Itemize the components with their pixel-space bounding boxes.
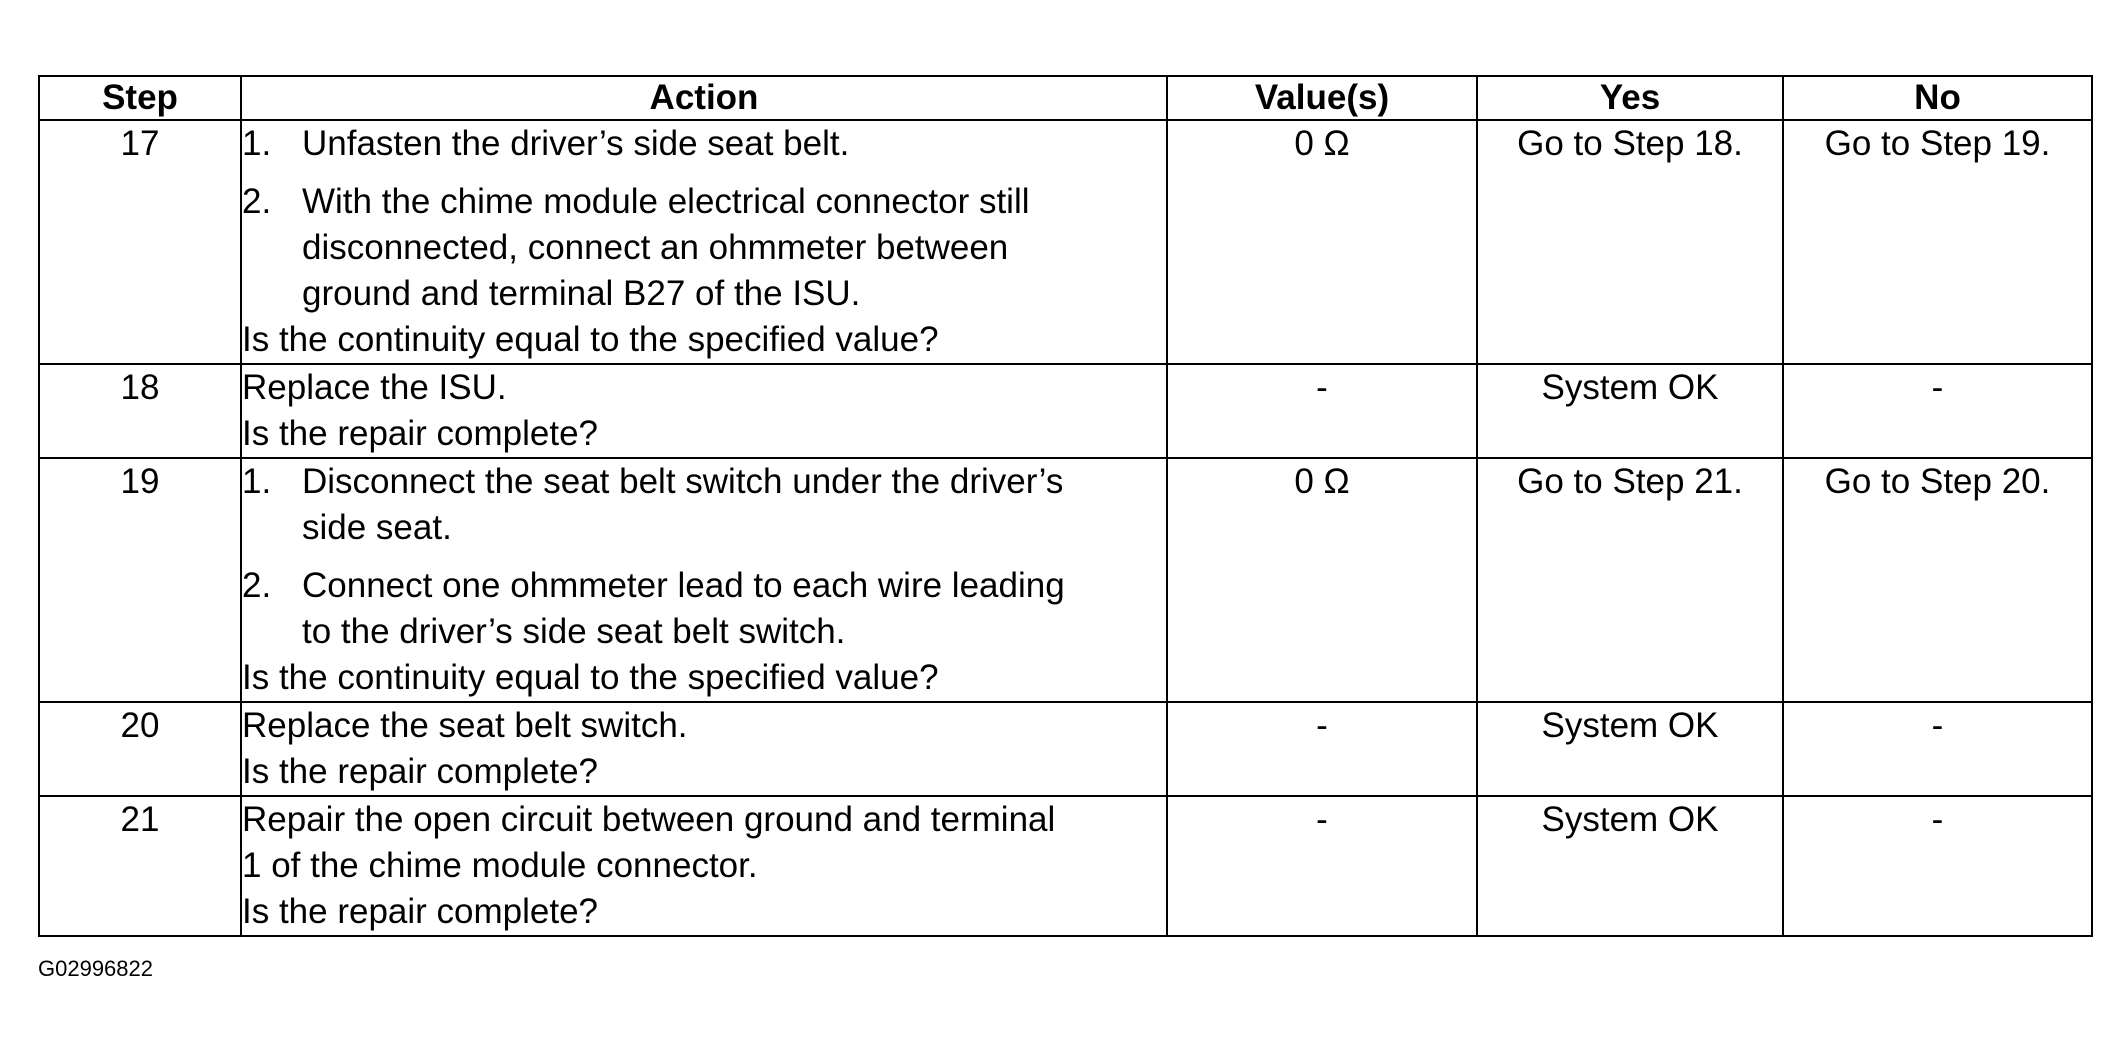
- item-number: 1.: [242, 462, 272, 501]
- action-line: to the driver’s side seat belt switch.: [302, 612, 846, 651]
- header-yes: Yes: [1477, 76, 1783, 120]
- action-cell: [241, 364, 1167, 458]
- action-line: Replace the seat belt switch.: [242, 706, 688, 745]
- diagnostic-table: [38, 75, 2093, 937]
- table-row: [39, 458, 2092, 702]
- table-header-row: [39, 76, 2092, 120]
- value-cell: -: [1167, 364, 1477, 458]
- step-number: 17: [39, 120, 241, 364]
- yes-cell: System OK: [1477, 702, 1783, 796]
- yes-cell: System OK: [1477, 364, 1783, 458]
- no-cell: -: [1783, 796, 2092, 936]
- header-action: Action: [241, 76, 1167, 120]
- action-question: Is the repair complete?: [242, 752, 599, 791]
- action-cell: [241, 796, 1167, 936]
- step-number: 19: [39, 458, 241, 702]
- action-line: Repair the open circuit between ground and terminal: [242, 800, 1056, 839]
- action-question: Is the continuity equal to the specified value?: [242, 658, 939, 697]
- item-number: 1.: [242, 124, 272, 163]
- table-row: [39, 702, 2092, 796]
- step-number: 20: [39, 702, 241, 796]
- header-step: Step: [39, 76, 241, 120]
- item-number: 2.: [242, 566, 272, 605]
- action-line: ground and terminal B27 of the ISU.: [302, 274, 861, 313]
- action-line: Connect one ohmmeter lead to each wire leading: [302, 566, 1065, 605]
- action-item: [242, 121, 1166, 167]
- yes-cell: Go to Step 18.: [1477, 120, 1783, 364]
- yes-cell: Go to Step 21.: [1477, 458, 1783, 702]
- value-cell: -: [1167, 796, 1477, 936]
- action-question: Is the continuity equal to the specified value?: [242, 320, 939, 359]
- table-row: [39, 120, 2092, 364]
- no-cell: Go to Step 20.: [1783, 458, 2092, 702]
- item-number: 2.: [242, 182, 272, 221]
- action-cell: [241, 702, 1167, 796]
- yes-cell: System OK: [1477, 796, 1783, 936]
- step-number: 18: [39, 364, 241, 458]
- action-line: Disconnect the seat belt switch under the driver’s: [302, 462, 1064, 501]
- action-line: With the chime module electrical connector still: [302, 182, 1030, 221]
- figure-id: G02996822: [38, 956, 153, 981]
- action-item: [242, 459, 1166, 551]
- action-item: [242, 563, 1166, 655]
- header-no: No: [1783, 76, 2092, 120]
- action-question: Is the repair complete?: [242, 414, 599, 453]
- header-values: Value(s): [1167, 76, 1477, 120]
- action-line: 1 of the chime module connector.: [242, 846, 758, 885]
- action-cell: [241, 458, 1167, 702]
- action-cell: [241, 120, 1167, 364]
- action-line: Replace the ISU.: [242, 368, 507, 407]
- action-line: Unfasten the driver’s side seat belt.: [302, 124, 850, 163]
- action-item: [242, 179, 1166, 317]
- step-number: 21: [39, 796, 241, 936]
- no-cell: -: [1783, 702, 2092, 796]
- no-cell: Go to Step 19.: [1783, 120, 2092, 364]
- table-row: [39, 796, 2092, 936]
- action-question: Is the repair complete?: [242, 892, 599, 931]
- value-cell: -: [1167, 702, 1477, 796]
- value-cell: 0 Ω: [1167, 458, 1477, 702]
- action-line: side seat.: [302, 508, 452, 547]
- value-cell: 0 Ω: [1167, 120, 1477, 364]
- action-line: disconnected, connect an ohmmeter between: [302, 228, 1009, 267]
- table-row: [39, 364, 2092, 458]
- no-cell: -: [1783, 364, 2092, 458]
